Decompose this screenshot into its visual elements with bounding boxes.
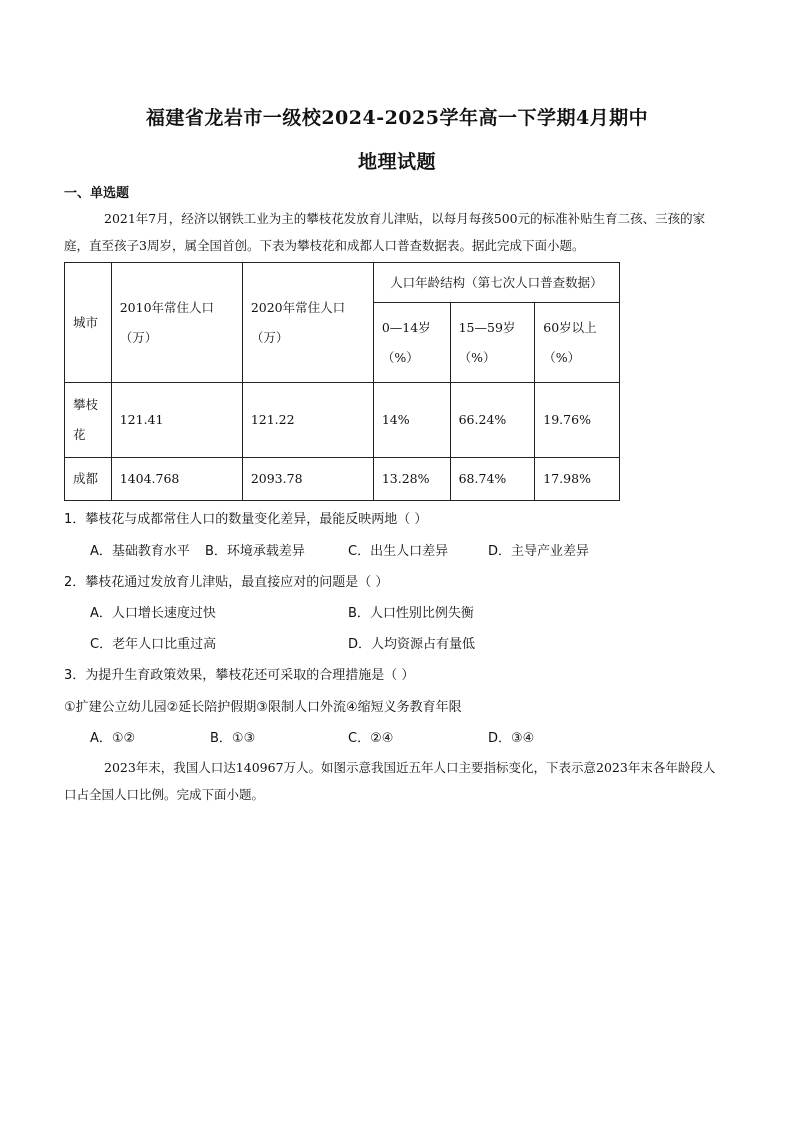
header-age-structure: 人口年龄结构（第七次人口普查数据） — [373, 263, 619, 303]
q1-option-c[interactable]: C．出生人口差异 — [348, 544, 449, 559]
q2-option-a[interactable]: A．人口增长速度过快 — [90, 606, 216, 621]
cell-city: 攀枝花 — [65, 383, 112, 458]
header-age-60-plus: 60岁以上（%） — [535, 303, 620, 383]
question-2-stem: 2．攀枝花通过发放育儿津贴，最直接应对的问题是（ ） — [64, 575, 389, 590]
intro-paragraph-2: 2023年末，我国人口达140967万人。如图示意我国近五年人口主要指标变化，下表示意2023年末各年龄段人口占全国人口比例。完成下面小题。 — [64, 760, 716, 802]
q1-option-d[interactable]: D．主导产业差异 — [488, 544, 590, 559]
q3-option-c[interactable]: C．②④ — [348, 731, 394, 746]
cell-age-60-plus: 19.76% — [535, 383, 620, 458]
cell-age-15-59: 68.74% — [450, 458, 535, 501]
population-table — [64, 262, 620, 501]
cell-pop-2020: 2093.78 — [242, 458, 373, 501]
table-row — [65, 458, 620, 501]
exam-subject: 地理试题 — [357, 151, 436, 173]
cell-city: 成都 — [65, 458, 112, 501]
header-age-0-14: 0—14岁（%） — [373, 303, 450, 383]
cell-age-0-14: 13.28% — [373, 458, 450, 501]
question-3-items: ①扩建公立幼儿园②延长陪护假期③限制人口外流④缩短义务教育年限 — [64, 700, 462, 715]
q2-option-d[interactable]: D．人均资源占有量低 — [348, 637, 476, 652]
q3-option-d[interactable]: D．③④ — [488, 731, 535, 746]
q3-option-a[interactable]: A．①② — [90, 731, 136, 746]
cell-pop-2010: 121.41 — [111, 383, 242, 458]
cell-pop-2010: 1404.768 — [111, 458, 242, 501]
question-3-stem: 3．为提升生育政策效果，攀枝花还可采取的合理措施是（ ） — [64, 668, 415, 683]
header-pop-2020: 2020年常住人口（万） — [242, 263, 373, 383]
header-pop-2010: 2010年常住人口（万） — [111, 263, 242, 383]
header-city: 城市 — [65, 263, 112, 383]
exam-title: 福建省龙岩市一级校2024-2025学年高一下学期4月期中 — [145, 107, 649, 129]
q1-option-b[interactable]: B．环境承载差异 — [205, 544, 305, 559]
cell-age-60-plus: 17.98% — [535, 458, 620, 501]
q3-option-b[interactable]: B．①③ — [210, 731, 256, 746]
question-1-stem: 1．攀枝花与成都常住人口的数量变化差异，最能反映两地（ ） — [64, 512, 428, 527]
q2-option-c[interactable]: C．老年人口比重过高 — [90, 637, 217, 652]
intro-paragraph-1: 2021年7月，经济以钢铁工业为主的攀枝花发放育儿津贴，以每月每孩500元的标准补贴生育二孩、三孩的家庭，直至孩子3周岁，属全国首创。下表为攀枝花和成都人口普查数据表。据此完成下面小题。 — [64, 211, 706, 253]
cell-pop-2020: 121.22 — [242, 383, 373, 458]
q1-option-a[interactable]: A．基础教育水平 — [90, 544, 190, 559]
table-row — [65, 383, 620, 458]
cell-age-0-14: 14% — [373, 383, 450, 458]
section-heading: 一、单选题 — [64, 186, 130, 201]
header-age-15-59: 15—59岁（%） — [450, 303, 535, 383]
cell-age-15-59: 66.24% — [450, 383, 535, 458]
q2-option-b[interactable]: B．人口性别比例失衡 — [348, 606, 474, 621]
